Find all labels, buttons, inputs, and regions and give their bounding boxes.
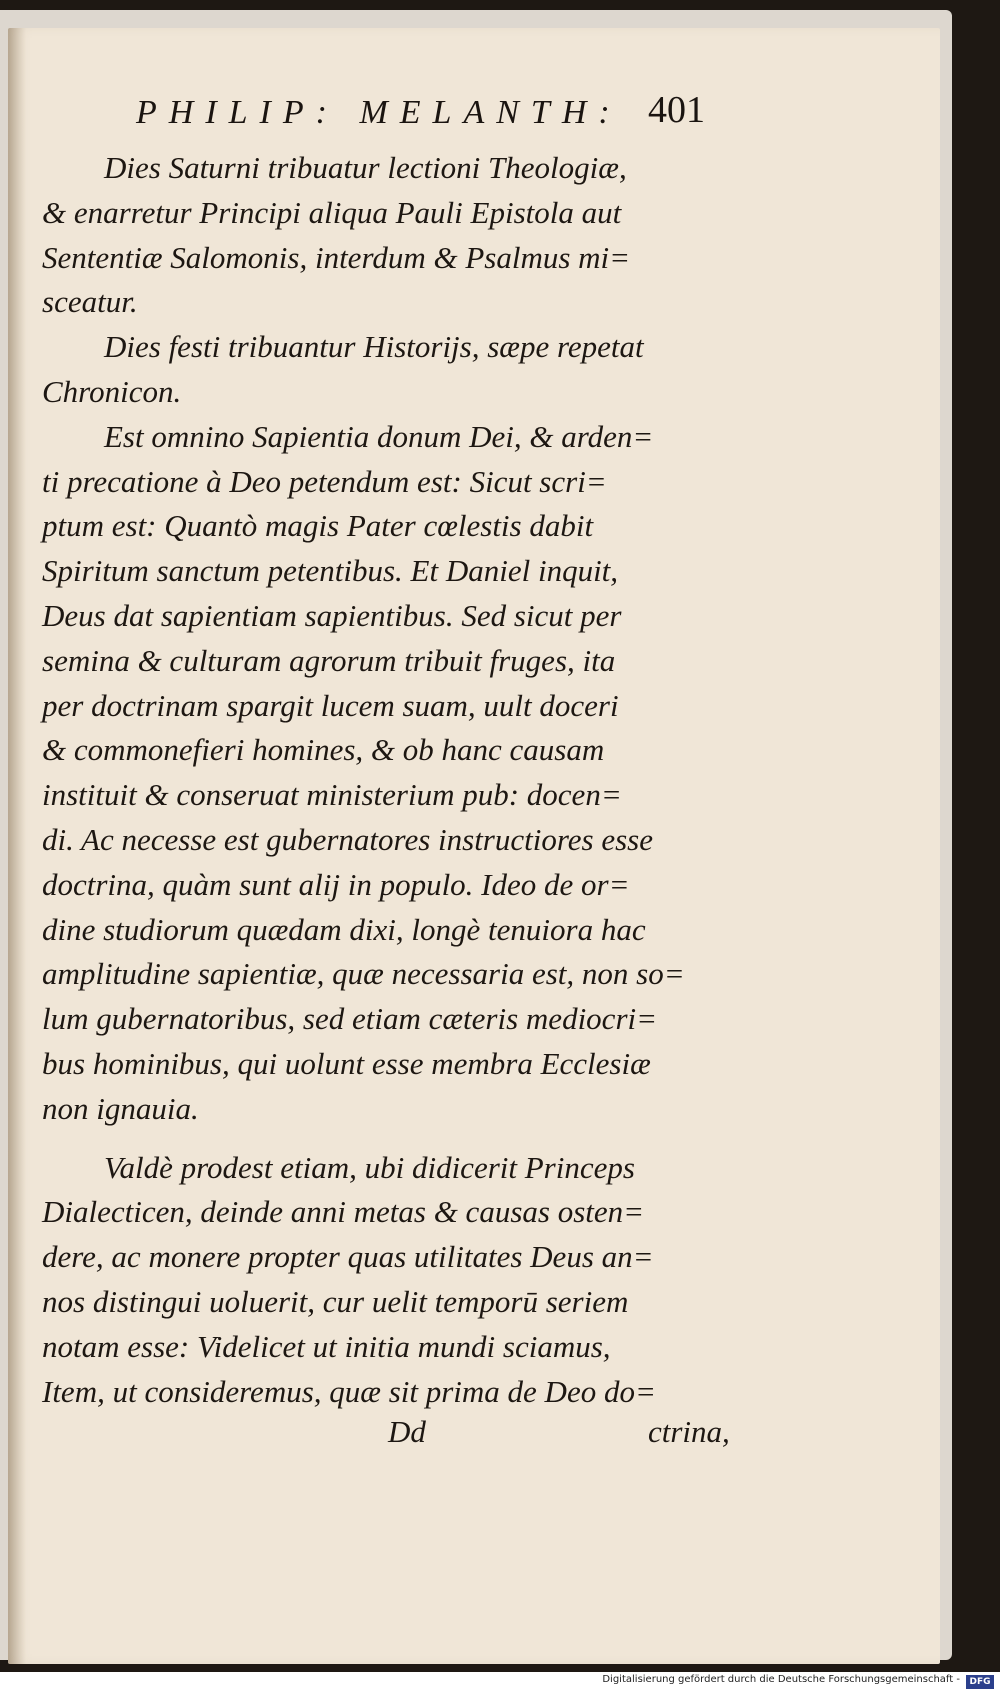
text-line: lum gubernatoribus, sed etiam cæteris mediocri= (42, 1001, 658, 1037)
text-line: doctrina, quàm sunt alij in populo. Ideo de or= (42, 866, 630, 902)
text-line: dere, ac monere propter quas utilitates Deus an= (42, 1239, 654, 1275)
text-line: bus hominibus, qui uolunt esse membra Ecclesiæ (42, 1045, 651, 1081)
catchword: ctrina, (648, 1414, 730, 1449)
text-line: Valdè prodest etiam, ubi didicerit Princeps (104, 1149, 635, 1185)
text-line: Deus dat sapientiam sapientibus. Sed sicut per (42, 597, 622, 633)
running-head (128, 88, 728, 136)
page-number: 401 (648, 89, 705, 131)
text-line: & commonefieri homines, & ob hanc causam (42, 732, 605, 768)
text-line: dine studiorum quædam dixi, longè tenuiora hac (42, 911, 646, 947)
text-line: Item, ut consideremus, quæ sit prima de Deo do= (42, 1373, 656, 1409)
text-line: notam esse: Videlicet ut initia mundi sciamus, (42, 1328, 611, 1364)
text-line: ti precatione à Deo petendum est: Sicut scri= (42, 463, 607, 499)
text-line: nos distingui uoluerit, cur uelit temporū seriem (42, 1283, 629, 1319)
text-line: Est omnino Sapientia donum Dei, & arden= (104, 418, 654, 454)
page-footer (388, 1414, 748, 1460)
page-mount (0, 10, 952, 1660)
credit-bar (0, 1672, 1000, 1692)
text-line: per doctrinam spargit lucem suam, uult doceri (42, 687, 619, 723)
text-line: Dialecticen, deinde anni metas & causas osten= (42, 1194, 645, 1230)
text-line: instituit & conseruat ministerium pub: docen= (42, 777, 622, 813)
page-gutter-shadow (8, 28, 26, 1664)
text-line: amplitudine sapientiæ, quæ necessaria est, non so= (42, 956, 685, 992)
text-line: & enarretur Principi aliqua Pauli Epistola aut (42, 194, 622, 230)
digitization-credit: Digitalisierung gefördert durch die Deutsche Forschungsgemeinschaft - (602, 1674, 960, 1685)
body-text (42, 146, 742, 1414)
signature-mark: Dd (388, 1414, 426, 1449)
text-line: Sententiæ Salomonis, interdum & Psalmus mi= (42, 239, 631, 275)
text-line: Spiritum sanctum petentibus. Et Daniel inquit, (42, 553, 619, 589)
book-page (8, 28, 940, 1664)
text-line: non ignauia. (42, 1090, 199, 1126)
text-line: Dies festi tribuantur Historijs, sæpe repetat (104, 329, 644, 365)
dfg-logo: DFG (966, 1675, 994, 1689)
text-line: Chronicon. (42, 373, 182, 409)
text-line: ptum est: Quantò magis Pater cœlestis dabit (42, 508, 594, 544)
text-line: semina & culturam agrorum tribuit fruges, ita (42, 642, 616, 678)
text-line: di. Ac necesse est gubernatores instructiores esse (42, 821, 653, 857)
text-line: sceatur. (42, 284, 138, 320)
running-head-title: PHILIP: MELANTH: (136, 94, 622, 131)
text-line: Dies Saturni tribuatur lectioni Theologiæ, (104, 150, 627, 185)
